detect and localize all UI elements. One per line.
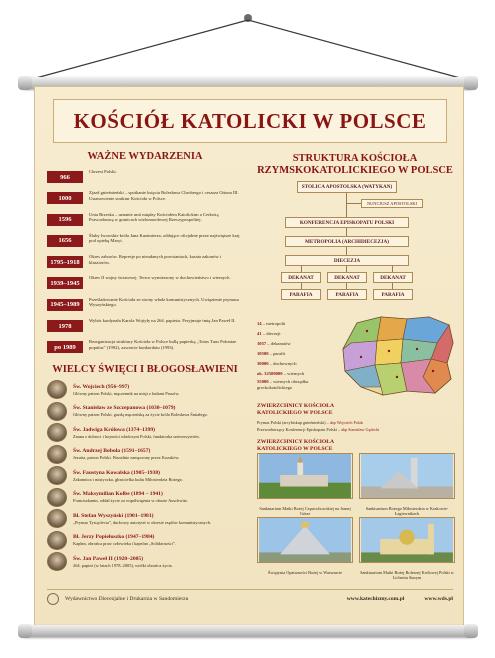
shrine-card: [257, 453, 353, 516]
saint-name: Bł. Stefan Wyszyński (1901–1981): [73, 512, 154, 519]
event-text: Chrzest Polski.: [89, 169, 117, 174]
event-row: [47, 212, 243, 233]
saint-desc: 264. papież (w latach 1978–2005), wielki obrońca życia.: [73, 562, 173, 568]
events-timeline: [47, 169, 243, 361]
event-year: 1978: [47, 320, 83, 332]
box-diocese: DIECEZJA: [285, 255, 409, 266]
footer-link-1[interactable]: www.katechizmy.com.pl: [346, 595, 405, 602]
box-deanery: DEKANAT: [281, 272, 321, 283]
event-year: 1656: [47, 235, 83, 247]
saint-portrait: [47, 402, 67, 421]
box-deanery: DEKANAT: [327, 272, 367, 283]
event-row: [47, 275, 243, 296]
box-nuncio: NUNCJUSZ APOSTOLSKI: [361, 199, 423, 208]
event-row: [47, 318, 243, 339]
saint-desc: Główny patron Polski, męczennik na misji z ludami Prusów.: [73, 390, 180, 396]
event-row: [47, 297, 243, 318]
footer-link-2[interactable]: www.wds.pl: [424, 595, 453, 602]
stat-item: 1057 – dekanatów: [257, 341, 291, 346]
list-item: [47, 465, 243, 487]
saint-portrait: [47, 466, 67, 485]
shrine-photo: [359, 453, 455, 499]
saint-desc: „Prymas Tysiąclecia”, duchowy autorytet w okresie rządów komunistycznych.: [73, 519, 211, 525]
box-parish: PARAFIA: [327, 289, 367, 300]
publisher-logo-icon: [47, 593, 59, 605]
event-text: Zjazd gnieźnieński – spotkanie księcia Bolesława Chrobrego i cesarza Ottona III. Ustanowienie struktur Kościoła w Polsce.: [89, 190, 239, 201]
shrine-caption: Sanktuarium Matki Bożej Bolesnej Królowej Polski w Licheniu Starym: [360, 570, 454, 581]
bottom-rod: [20, 625, 476, 637]
event-year: 1000: [47, 192, 83, 204]
saint-name: Św. Wojciech (956–997): [73, 383, 130, 390]
saint-portrait: [47, 552, 67, 571]
footer: [47, 589, 453, 607]
list-item: [47, 401, 243, 423]
saint-portrait: [47, 445, 67, 464]
event-text: Okres zaborów. Represje po nieudanych powstaniach, kasata zakonów i klasztorów.: [89, 254, 222, 265]
list-item: [47, 487, 243, 509]
box-deanery: DEKANAT: [373, 272, 413, 283]
list-item: [47, 379, 243, 401]
saint-name: Św. Jan Paweł II (1920–2005): [73, 555, 144, 562]
saint-name: Św. Andrzej Bobola (1591–1657): [73, 448, 151, 455]
event-text: Śluby lwowskie króla Jana Kazimierza, oddające oficjalnie przez najświętsze kraj pod opiekę Maryi.: [89, 232, 240, 244]
event-year: 1795–1918: [47, 256, 83, 268]
saint-portrait: [47, 488, 67, 507]
saint-portrait: [47, 531, 67, 550]
saint-desc: Jezuita, patron Polski. Brutalnie zamęczony przez Kozaków.: [73, 455, 180, 461]
saint-portrait: [47, 423, 67, 442]
shrine-photo: [359, 517, 455, 563]
event-text: Prześladowanie Kościoła ze strony władz komunistycznych. Uwięzienie prymasa Wyszyńskiego.: [89, 296, 239, 308]
stat-item: 41 – diecezji: [257, 331, 281, 336]
event-text: Unia Brzeska – uznanie unii między Kościołem Katolickim a Cerkwią Prawosławną w granicach wielonarodowej Rzeczypospolitej.: [89, 211, 219, 223]
list-item: [47, 422, 243, 444]
events-title: WAŻNE WYDARZENIA: [87, 151, 203, 162]
event-year: 1945–1989: [47, 299, 83, 311]
event-text: Reorganizacja struktury Kościoła w Polsce bullą papieską „Totus Tuus Poloniae populus” (1992), zawarcie konkordatu (1993).: [89, 339, 237, 350]
event-year: 966: [47, 171, 83, 183]
shrines-title: ZWIERZCHNICY KOŚCIOŁA KATOLICKIEGO W POLSCE: [257, 439, 335, 452]
box-conference: KONFERENCJA EPISKOPATU POLSKI: [285, 217, 409, 228]
saints-list: [47, 379, 243, 573]
poster: [34, 86, 464, 626]
shrine-card: [359, 453, 455, 516]
box-metropolis: METROPOLIA (ARCHIDIECEZJA): [285, 236, 409, 247]
leaders-title: ZWIERZCHNICY KOŚCIOŁA KATOLICKIEGO W POLSCE: [257, 403, 335, 416]
saint-portrait: [47, 380, 67, 399]
saint-portrait: [47, 509, 67, 528]
event-year: po 1989: [47, 341, 83, 353]
stats-list: [257, 319, 335, 391]
list-item: [47, 444, 243, 466]
event-row: [47, 169, 243, 190]
list-item: [47, 551, 243, 573]
list-item: [47, 508, 243, 530]
event-row: [47, 190, 243, 211]
event-year: 1596: [47, 214, 83, 226]
box-parish: PARAFIA: [373, 289, 413, 300]
structure-title: STRUKTURA KOŚCIOŁA RZYMSKOKATOLICKIEGO W POLSCE: [257, 153, 453, 176]
leader-item: Prymas Polski (arcybiskup gnieźnieński) – abp Wojciech Polak: [257, 420, 364, 425]
stat-item: 14 – metropolii: [257, 321, 286, 326]
event-row: [47, 254, 243, 275]
title-band: [53, 99, 447, 143]
saint-desc: Kapłan, obrońca praw człowieka i kapelan „Solidarności”.: [73, 541, 176, 547]
diocese-map: [337, 313, 457, 397]
shrine-card: [359, 517, 455, 580]
hanging-cord: [0, 0, 495, 80]
saint-name: Św. Jadwiga Królowa (1374–1399): [73, 426, 156, 433]
stat-item: ok. 32500000 – wiernych: [257, 371, 305, 376]
event-text: Wybór kardynała Karola Wojtyły na 264. papieża. Przyjmuje imię Jan Paweł II.: [89, 318, 236, 324]
shrine-photo: [257, 453, 353, 499]
poster-title: KOŚCIÓŁ KATOLICKI W POLSCE: [73, 108, 427, 133]
stat-item: 30000 – duchownych: [257, 361, 297, 366]
shrine-photo: [257, 517, 353, 563]
shrine-card: [257, 517, 353, 575]
saint-name: Bł. Jerzy Popiełuszko (1947–1984): [73, 534, 155, 541]
event-year: 1939–1945: [47, 277, 83, 289]
event-row: [47, 339, 243, 360]
saints-title: WIELCY ŚWIĘCI I BŁOGOSŁAWIENI: [52, 364, 238, 375]
saint-name: Św. Faustyna Kowalska (1905–1938): [73, 469, 161, 476]
saint-name: Św. Maksymilian Kolbe (1894 – 1941): [73, 491, 163, 498]
saint-desc: Zakonnica i mistyczka, głosicielka kultu Miłosierdzia Bożego.: [73, 476, 183, 482]
publisher-name: Wydawnictwo Diecezjalne i Drukarnia w Sandomierzu: [65, 595, 189, 602]
event-text: Okres II wojny światowej. Terror wymierzony w duchowieństwo i wiernych.: [89, 275, 231, 281]
shrine-caption: Sanktuarium Matki Bożej Częstochowskiej na Jasnej Górze: [259, 506, 351, 517]
box-holy-see: STOLICA APOSTOLSKA (WATYKAN): [297, 181, 397, 193]
saint-desc: Znana z dobroci i hojności władczyni Polski, fundatorka uniwersytetów.: [73, 433, 201, 439]
event-row: [47, 233, 243, 254]
saint-name: Św. Stanisław ze Szczepanowa (1030–1079): [73, 405, 176, 412]
leader-item: Przewodniczący Konferencji Episkopatu Polski – abp Stanisław Gądecki: [257, 427, 380, 432]
stat-item: 10500 – parafii: [257, 351, 286, 356]
saint-desc: Franciszkanin, oddał życie za współwięźnia w obozie Auschwitz.: [73, 498, 188, 504]
shrine-caption: Sanktuarium Bożego Miłosierdzia w Krakowie-Łagiewnikach: [365, 506, 449, 517]
list-item: [47, 530, 243, 552]
box-parish: PARAFIA: [281, 289, 321, 300]
stat-item: 55000 – wiernych obrządku greckokatolickiego: [257, 379, 309, 390]
shrine-caption: Świątynia Opatrzności Bożej w Warszawie: [267, 570, 343, 575]
saint-desc: Główny patron Polski, gazdą męczeńską za życie króla Bolesława Śmiałego.: [73, 412, 208, 418]
